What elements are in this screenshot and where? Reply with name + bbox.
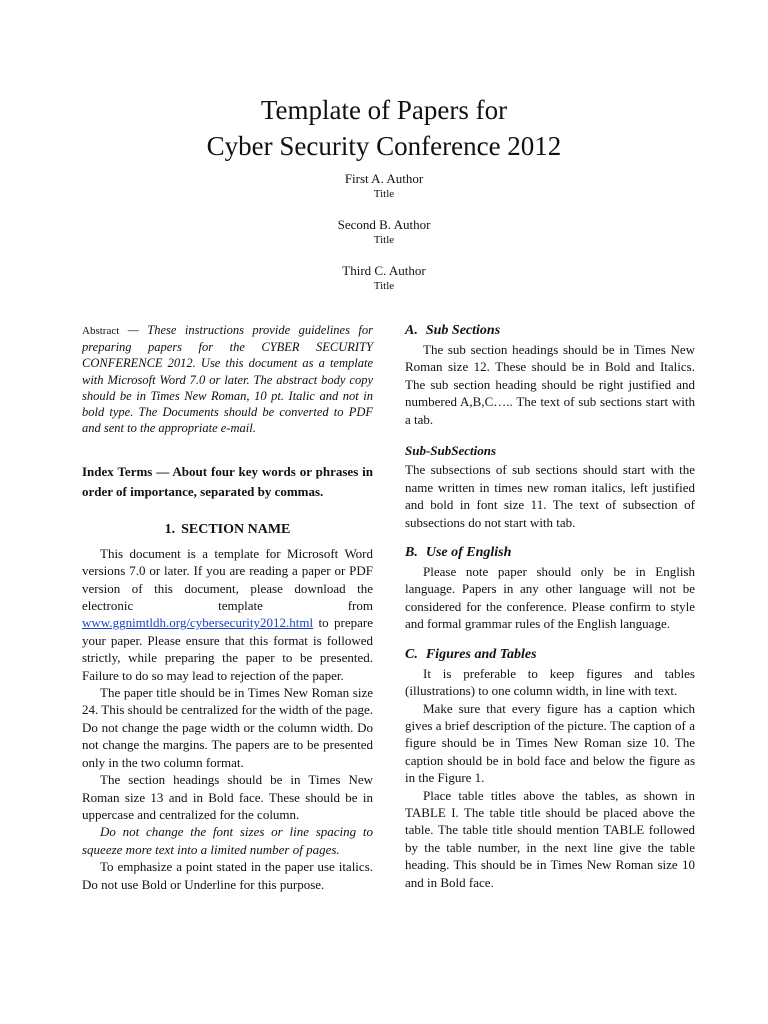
subsection-title: Use of English: [425, 545, 512, 561]
paragraph-text: to prepare your paper. Please ensure that this format is followed strictly, while preparing the paper to be presented. Failure to do so may lead to rejection of the paper.: [82, 615, 373, 683]
paragraph: Place table titles above the tables, as shown in TABLE I. The table title should be placed above the table. The table title should mention TABLE followed by the table number, in the next line give the table heading. This should be in Times New Roman size 10 and in Bold face.: [405, 787, 695, 890]
paragraph: The section headings should be in Times New Roman size 13 and in Bold face. These should be in uppercase and centralized for the column.: [82, 772, 373, 822]
abstract: [82, 322, 373, 436]
author-affiliation: Title: [373, 280, 395, 292]
abstract-text: These instructions provide guidelines for preparing papers for the CYBER SECURITY CONFERENCE 2012. Use this document as a template with Microsoft Word 7.0 or later. The abstract body copy should be in Times New Roman, 10 pt. Italic and not in bold type. The Documents should be converted to PDF and sent to the appropriate e-mail.: [82, 323, 373, 436]
paragraph: Please note paper should only be in English language. Papers in any other language will not be considered for the conference. Please confirm to style and formal grammar rules of the English language.: [405, 564, 695, 632]
paragraph: The subsections of sub sections should start with the name written in times new roman italics, left justified and bold in font size 11. The text of subsection of subsections do not start with tab.: [405, 462, 695, 530]
paragraph: It is preferable to keep figures and tables (illustrations) to one column width, in line with text.: [405, 665, 695, 699]
template-link[interactable]: www.ggnimtldh.org/cybersecurity2012.html: [82, 615, 314, 631]
author-2: [0, 216, 768, 248]
abstract-label: Abstract: [82, 325, 120, 337]
author-1: [0, 170, 768, 202]
author-name: Second B. Author: [337, 217, 431, 232]
paragraph: Make sure that every figure has a caption which gives a brief description of the picture. The caption of a figure should be in Times New Roman size 10. The caption should be in bold face and below the figure as in the Figure 1.: [405, 700, 695, 786]
paragraph: [82, 545, 373, 684]
paragraph: The paper title should be in Times New Roman size 24. This should be centralized for the width of the page. Do not change the page width or the column width. Do not change the margins. The papers are to be presented only in the two column format.: [82, 685, 373, 770]
section-title: SECTION NAME: [181, 522, 291, 538]
abstract-dash: —: [119, 323, 148, 337]
subsection-heading-c: [405, 646, 695, 664]
subsection-heading-a: [405, 322, 695, 340]
title-line-1: Template of Papers for: [260, 95, 508, 125]
left-column: [82, 322, 373, 893]
paragraph: The sub section headings should be in Times New Roman size 12. These should be in Bold and Italics. The sub section heading should be right justified and numbered A,B,C….. The text of sub sections start with a tab.: [405, 342, 695, 427]
index-terms: Index Terms — About four key words or phrases in order of importance, separated by commas.: [82, 464, 373, 499]
author-3: [0, 262, 768, 294]
paragraph-italic: Do not change the font sizes or line spacing to squeeze more text into a limited number of pages.: [82, 824, 373, 857]
paragraph-text: This document is a template for Microsoft Word versions 7.0 or later. If you are reading a paper or PDF version of this document, please download the electronic template from: [82, 545, 373, 614]
subsection-title: Sub Sections: [425, 323, 501, 338]
title-line-2: Cyber Security Conference 2012: [206, 131, 562, 161]
author-affiliation: Title: [373, 188, 395, 200]
subsubsection-heading: Sub-SubSections: [405, 443, 497, 459]
section-number: 1.: [164, 522, 176, 538]
paragraph: To emphasize a point stated in the paper use italics. Do not use Bold or Underline for this purpose.: [82, 859, 373, 892]
spacer: [405, 531, 695, 544]
author-name: First A. Author: [344, 171, 424, 186]
subsection-heading-b: [405, 544, 695, 562]
subsection-letter: C.: [405, 646, 418, 662]
subsection-title: Figures and Tables: [425, 646, 537, 662]
section-heading: [82, 521, 373, 538]
author-affiliation: Title: [373, 234, 395, 246]
paper-title: [0, 92, 768, 164]
subsection-letter: A.: [405, 323, 418, 338]
author-name: Third C. Author: [342, 263, 426, 278]
author-block: [0, 170, 768, 308]
right-column: [405, 322, 695, 891]
subsection-letter: B.: [405, 545, 418, 561]
spacer: [405, 633, 695, 646]
